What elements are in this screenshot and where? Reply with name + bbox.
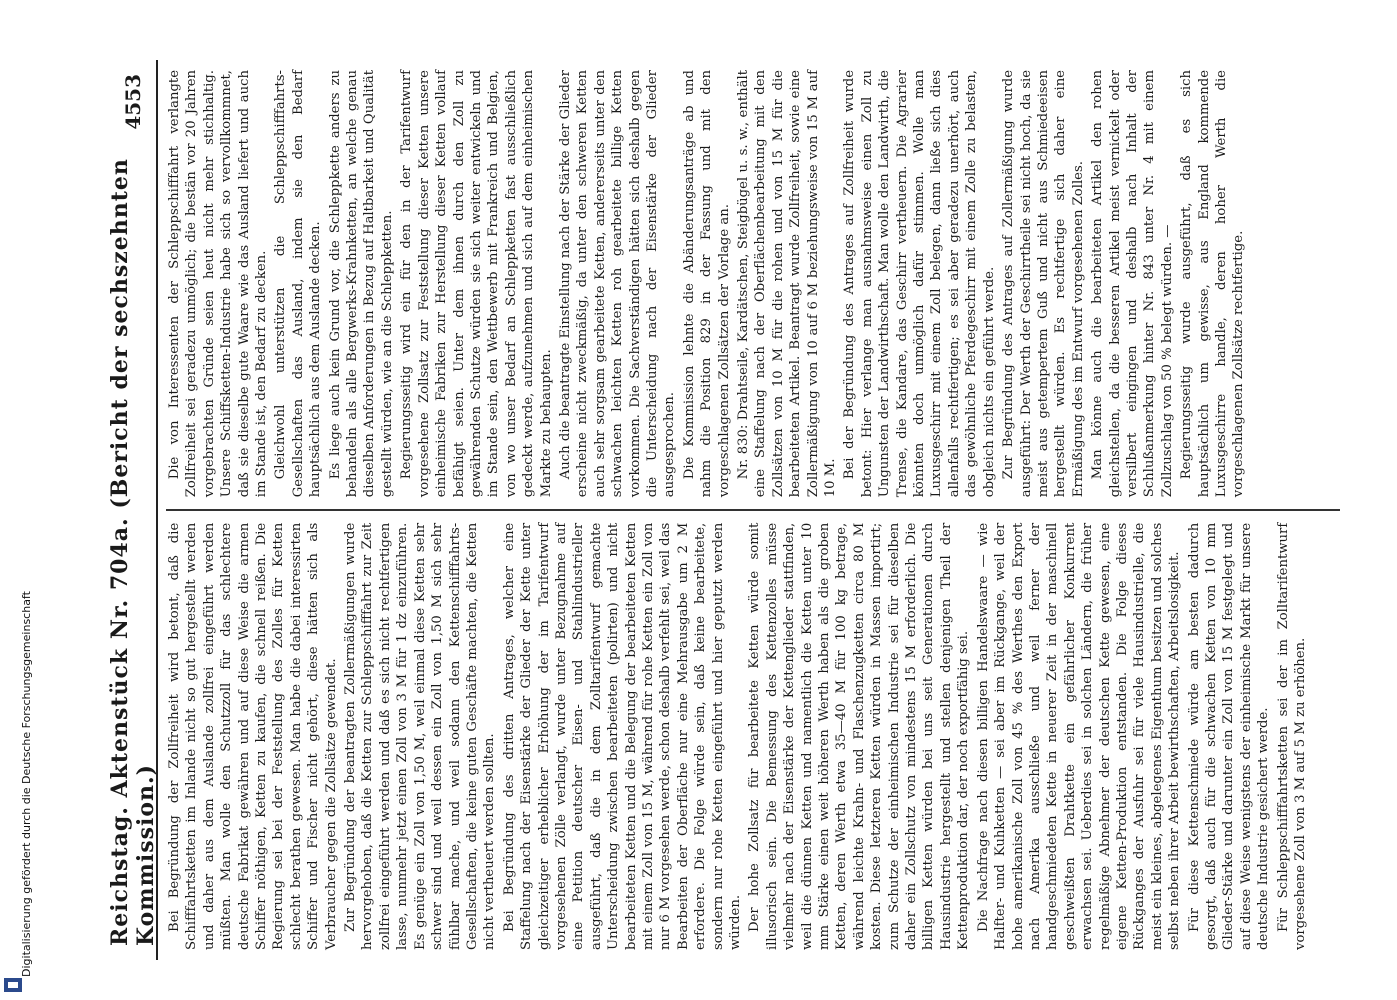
paragraph: Für diese Kettenschmiede würde am besten dadurch gesorgt, daß auch für die schwachen Ketten von 10 mm Glieder-Stärke und darunter ein Zoll von 15 M festgelegt und auf diese Weise wenigstens der einheimische Markt für unsere deutsche Industrie gesichert werde. — [1186, 522, 1272, 950]
text-columns — [166, 60, 1340, 960]
newspaper-page — [107, 60, 1340, 960]
column-divider — [166, 509, 1340, 511]
column-right — [166, 60, 1340, 507]
paragraph: Für Schleppschifffahrtsketten sei der im Zolltarifentwurf vorgesehene Zoll von 3 M auf 5 M zu erhöhen. — [1275, 522, 1308, 950]
paragraph: Die von Interessenten der Schleppschifffahrt verlangte Zollfreiheit sei geradezu unmöglich; die bestän vor 20 Jahren vorgebrachten Gründe seien heut nicht mehr stichhaltig. Unsere Schiffsketten-Industrie habe sich so vervollkommnet, daß sie dieselbe gute Waare wie das Ausland liefert und auch im Stande ist, den Bedarf zu decken. — [167, 70, 270, 498]
column-left — [166, 513, 1340, 960]
digitization-credit — [6, 10, 33, 990]
paragraph: Die Kommission lehnte die Abänderungsanträge ab und nahm die Position 829 in der Fassung und mit den vorgeschlagenen Zollsätzen der Vorlage an. — [681, 70, 732, 498]
paragraph: Man könne auch die bearbeiteten Artikel den rohen gleichstellen, da die besseren Artikel meist vernickelt oder versilbert eingingen und deshalb nach Inhalt der Schlußanmerkung hinter Nr. 843 unter Nr. 4 mit einem Zollzuschlag von 50 % belegt würden. — — [1090, 70, 1175, 498]
paragraph: Zur Begründung der beantragten Zollermäßigungen wurde hervorgehoben, daß die Ketten zur Schleppschifffahrt zur Zeit zollfrei eingeführt werden und daß es sich nicht rechtfertigen lasse, nunmehr jetzt einen Zoll von 3 M für 1 dz einzuführen. Es genüge ein Zoll von 1,50 M, weil einmal diese Ketten sehr schwer sind und weil dessen ein Zoll von 1,50 M sich sehr fühlbar mache, und weil sodann den Kettenschifffahrts-Gesellschaften, die keine guten Geschäfte machten, die Ketten nicht vertheuert werden sollten. — [343, 522, 498, 950]
credit-text: Digitalisierung gefördert durch die Deutsche Forschungsgemeinschaft — [20, 591, 33, 977]
paragraph: Auch die beantragte Einstellung nach der Stärke der Glieder erscheine nicht zweckmäßig, da unter den schweren Ketten auch sehr sorgsam gearbeitete Ketten, andererseits unter den schwachen leichten Ketten roh gearbeitete billige Ketten vorkommen. Die Sachverständigen hätten sich deshalb gegen die Unterscheidung nach der Eisenstärke der Glieder ausgesprochen. — [557, 70, 678, 498]
paragraph: Gleichwohl unterstützen die Schleppschifffahrts-Gesellschaften das Ausland, indem sie den Bedarf hauptsächlich aus dem Auslande decken. — [273, 70, 324, 498]
paragraph: Bei Begründung der Zollfreiheit wird betont, daß die Schifffahrtsketten im Inlande nicht so gut hergestellt werden und daher aus dem Auslande zollfrei eingeführt werden müßten. Man wolle den Schutzzoll für das schlechtere deutsche Fabrikat gewähren und auf diese Weise die armen Schiffer nöthigen, Ketten zu kaufen, die schnell reißen. Die Regierung sei bei der Feststellung des Zolles für Ketten schlecht berathen gewesen. Man habe die dabei interessirten Schiffer und Fischer nicht gehört, diese hätten sich als Verbraucher gegen die Zollsätze gewendet. — [167, 522, 339, 950]
paragraph: Nr. 830: Drahtseile, Kardätschen, Steigbügel u. s. w., enthält eine Staffelung nach der Oberflächenbearbeitung mit den Zollsätzen von 10 M für die rohen und von 15 M für die bearbeiteten Artikel. Beantragt wurde Zollfreiheit, sowie eine Zollermäßigung von 10 auf 6 M beziehungsweise von 15 M auf 10 M. — [736, 70, 839, 498]
paragraph: Der hohe Zollsatz für bearbeitete Ketten würde somit illusorisch sein. Die Bemessung des Kettenzolles müsse vielmehr nach der Eisenstärke der Kettenglieder stattfinden, weil die dünnen Ketten und namentlich die Ketten unter 10 mm Stärke einen weit höheren Werth haben als die groben Ketten, deren Werth etwa 35—40 M für 100 kg betrage, während leichte Krahn- und Flaschenzugketten circa 80 M kosten. Diese letzteren Ketten würden in Massen importirt; zum Schutze der einheimischen Industrie sei für dieselben daher ein Zollschutz von mindestens 15 M erforderlich. Die billigen Ketten würden bei uns seit Generationen durch Hausindustrie hergestellt und stellen denjenigen Theil der Kettenproduktion dar, der noch exportfähig sei. — [747, 522, 972, 950]
paragraph: Regierungsseitig wird ein für den in der Tarifentwurf vorgesehene Zollsatz zur Feststellung dieser Ketten unsere einheimische Fabriken zur Herstellung dieser Ketten vollauf befähigt seien. Unter dem ihnen durch den Zoll zu gewährenden Schutze würden sie sich weiter entwickeln und im Stande sein, den Wettbewerb mit Frankreich und Belgien, von wo unser Bedarf an Schleppketten fast ausschließlich gedeckt werde, aufzunehmen und sich auf dem einheimischen Markte zu behaupten. — [399, 70, 554, 498]
paragraph: Zur Begründung des Antrages auf Zollermäßigung wurde ausgeführt: Der Werth der Geschirrtheile sei nicht hoch, da sie meist aus getempertem Guß und nicht aus Schmiedeeisen hergestellt würden. Es rechtfertige sich daher eine Ermäßigung des im Entwurf vorgesehenen Zolles. — [1001, 70, 1086, 498]
paragraph: Regierungsseitig wurde ausgeführt, daß es sich hauptsächlich um gewisse, aus England kommende Luxusgeschirre handle, deren hoher Werth die vorgeschlagenen Zollsätze rechtfertige. — [1179, 70, 1247, 498]
paragraph: Die Nachfrage nach diesen billigen Handelswaare — wie Halfter- und Kuhketten — sei aber im Rückgange, weil der hohe amerikanische Zoll von 45 % des Werthes den Export nach Amerika ausschließe und weil ferner der handgeschmiedeten Kette in neuerer Zeit in der maschinell geschweißten Drahtkette ein gefährlicher Konkurrent erwachsen sei. Ueberdies sei in solchen Ländern, die früher regelmäßige Abnehmer der deutschen Kette gewesen, eine eigene Ketten-Produktion entstanden. Die Folge dieses Rückganges der Ausfuhr sei für viele Hausindustrielle, die meist ein kleines, abgelegenes Eigenthum besitzen und solches selbst neben ihrer Arbeit bewirthschaften, Arbeitslosigkeit. — [975, 522, 1183, 950]
rotated-sheet — [107, 60, 1340, 960]
paragraph: Bei der Begründung des Antrages auf Zollfreiheit wurde betont: Hier verlange man ausnahmsweise einen Zoll zu Ungunsten der Landwirthschaft. Man wolle den Landwirth, die Trense, die Kandare, das Geschirr vertheuern. Die Agrarier könnten doch unmöglich dafür stimmen. Wolle man Luxusgeschirr mit einem Zoll belegen, dann ließe sich dies allenfalls rechtfertigen; es sei aber geradezu unerhört, auch das gewöhnliche Pferdegeschirr mit einem Zolle zu belasten, obgleich nichts ein geführt werde. — [842, 70, 997, 498]
paragraph: Es liege auch kein Grund vor, die Schleppkette anders zu behandeln als alle Bergwerks-Krahnketten, an welche genau dieselben Anforderungen in Bezug auf Haltbarkeit und Qualität gestellt würden, wie an die Schleppketten. — [327, 70, 395, 498]
page-number: 4553 — [121, 74, 145, 130]
dfg-logo-icon — [4, 978, 22, 992]
paragraph: Bei Begründung des dritten Antrages, welcher eine Staffelung nach der Eisenstärke der Glieder der Kette unter gleichzeitiger erheblicher Erhöhung der im Tarifentwurf vorgesehenen Zölle verlangt, wurde unter Bezugnahme auf eine Petition deutscher Eisen- und Stahlindustrieller ausgeführt, daß die in dem Zolltarifentwurf gemachte Unterscheidung zwischen bearbeiteten (polirten) und nicht bearbeiteten Ketten und die Belegung der bearbeiteten Ketten mit einem Zoll von 15 M, während für rohe Ketten ein Zoll von nur 6 M vorgesehen werde, schon deshalb verfehlt sei, weil das Bearbeiten der Oberfläche nur eine Mehrausgabe um 2 M erfordere. Die Folge würde sein, daß keine bearbeitete, sondern nur rohe Ketten eingeführt und hier geputzt werden würden. — [501, 522, 743, 950]
page-header — [107, 60, 159, 960]
running-title: Reichstag. Aktenstück Nr. 704a. (Bericht der sechszehnten Kommission.) — [107, 158, 159, 946]
